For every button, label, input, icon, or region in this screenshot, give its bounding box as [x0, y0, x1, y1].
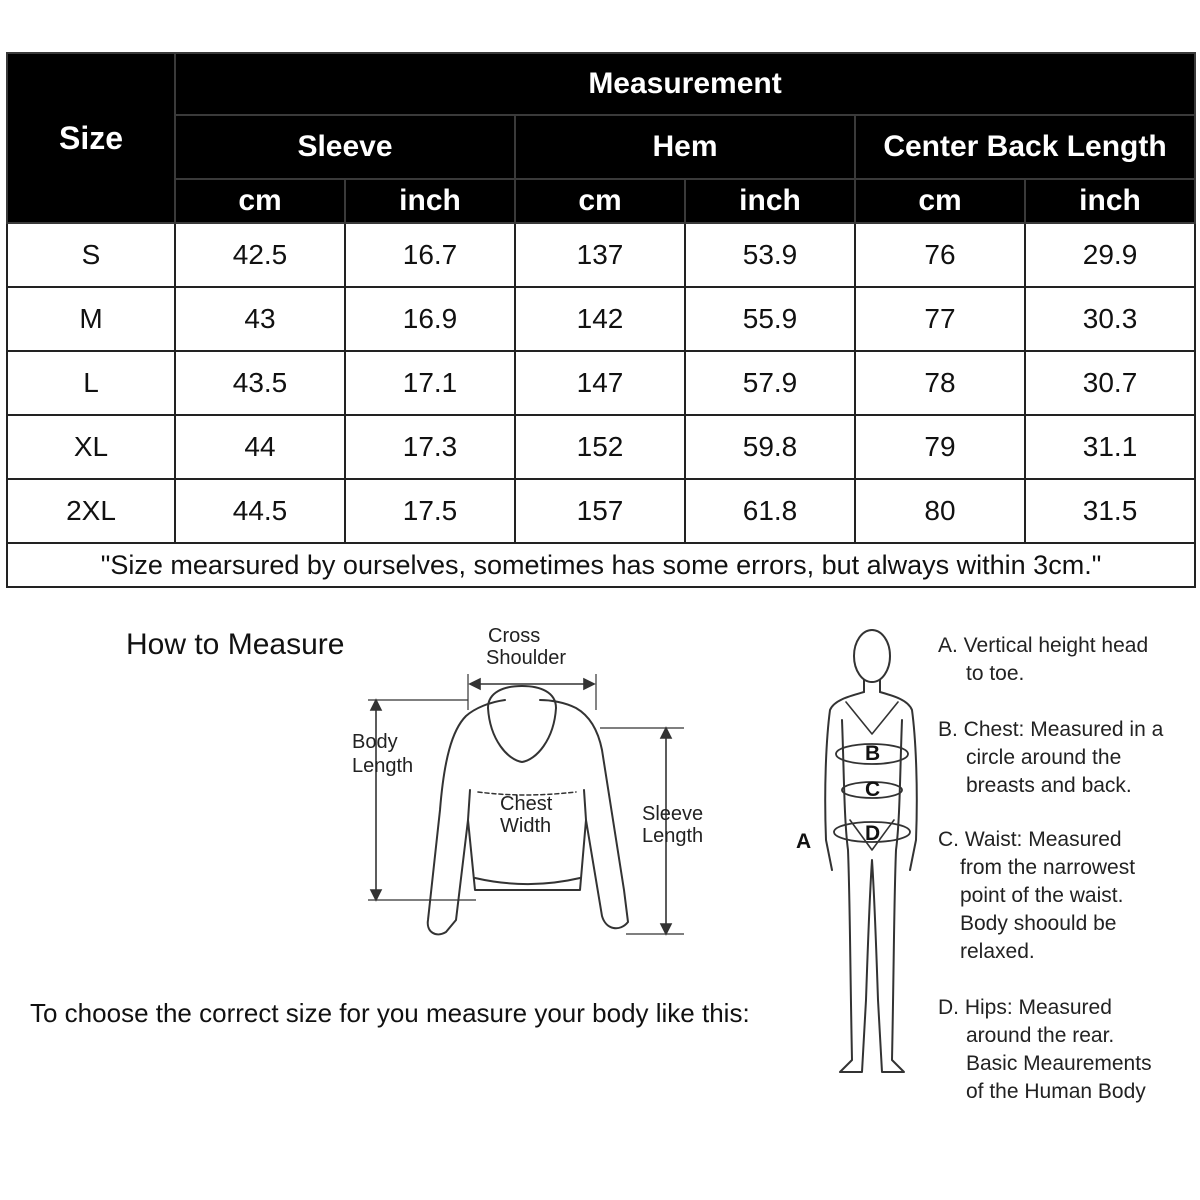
sleeve-length-label: Sleeve	[642, 803, 704, 825]
legend-item-d	[938, 994, 1152, 1106]
value-cell: 55.9	[685, 287, 855, 351]
unit-header: cm	[515, 179, 685, 223]
value-cell: 137	[515, 223, 685, 287]
value-cell: 61.8	[685, 479, 855, 543]
value-cell: 77	[855, 287, 1025, 351]
value-cell: 30.7	[1025, 351, 1195, 415]
table-row	[7, 479, 1195, 543]
value-cell: 16.9	[345, 287, 515, 351]
value-cell: 42.5	[175, 223, 345, 287]
value-cell: 76	[855, 223, 1025, 287]
legend-text: C. Waist: Measured	[938, 828, 1122, 851]
body-length-label: Length	[352, 755, 414, 777]
legend-item-c	[938, 826, 1135, 966]
legend-text: point of the waist.	[960, 884, 1124, 907]
unit-header: inch	[685, 179, 855, 223]
legend-text: circle around the	[966, 746, 1122, 769]
value-cell: 59.8	[685, 415, 855, 479]
table-row	[7, 287, 1195, 351]
center-back-length-header: Center Back Length	[855, 115, 1195, 179]
sleeve-length-label: Length	[642, 825, 704, 847]
unit-header: cm	[855, 179, 1025, 223]
size-note: "Size mearsured by ourselves, sometimes has some errors, but always within 3cm."	[7, 543, 1195, 587]
value-cell: 43.5	[175, 351, 345, 415]
value-cell: 80	[855, 479, 1025, 543]
value-cell: 16.7	[345, 223, 515, 287]
sweater-hood	[488, 686, 556, 708]
marker-d: D	[865, 822, 881, 845]
chest-width-label: Chest	[500, 793, 553, 815]
legend-text: of the Human Body	[966, 1080, 1146, 1103]
value-cell: 43	[175, 287, 345, 351]
value-cell: 147	[515, 351, 685, 415]
sweater-neckline	[488, 708, 556, 762]
value-cell: 29.9	[1025, 223, 1195, 287]
unit-header: inch	[345, 179, 515, 223]
value-cell: 152	[515, 415, 685, 479]
size-cell: 2XL	[7, 479, 175, 543]
sleeve-header: Sleeve	[175, 115, 515, 179]
unit-header: cm	[175, 179, 345, 223]
table-row	[7, 415, 1195, 479]
garment-diagram	[340, 620, 720, 950]
value-cell: 142	[515, 287, 685, 351]
legend-text: Basic Meaurements	[966, 1052, 1152, 1075]
value-cell: 17.1	[345, 351, 515, 415]
value-cell: 17.3	[345, 415, 515, 479]
unit-header: inch	[1025, 179, 1195, 223]
value-cell: 44	[175, 415, 345, 479]
size-cell: S	[7, 223, 175, 287]
table-row	[7, 351, 1195, 415]
body-length-label: Body	[352, 731, 398, 753]
size-cell: L	[7, 351, 175, 415]
legend-text: around the rear.	[966, 1024, 1115, 1047]
value-cell: 79	[855, 415, 1025, 479]
measurement-header: Measurement	[175, 53, 1195, 115]
marker-a: A	[796, 830, 812, 853]
body-diagram	[790, 620, 930, 1090]
cross-shoulder-label: Shoulder	[486, 647, 567, 669]
value-cell: 53.9	[685, 223, 855, 287]
table-row	[7, 223, 1195, 287]
value-cell: 30.3	[1025, 287, 1195, 351]
sweater-hem	[475, 878, 580, 884]
value-cell: 157	[515, 479, 685, 543]
legend-item-b	[938, 716, 1163, 800]
size-header: Size	[7, 53, 175, 223]
cross-shoulder-label: Cross	[488, 625, 541, 647]
head-outline	[854, 630, 890, 682]
legend-text: relaxed.	[960, 940, 1035, 963]
value-cell: 17.5	[345, 479, 515, 543]
marker-b: B	[865, 742, 881, 765]
legend-text: B. Chest: Measured in a	[938, 718, 1164, 741]
value-cell: 31.5	[1025, 479, 1195, 543]
marker-c: C	[865, 778, 881, 801]
size-cell: M	[7, 287, 175, 351]
legend-text: A. Vertical height head	[938, 634, 1149, 657]
how-to-measure-title: How to Measure	[126, 628, 345, 661]
size-chart-table	[6, 52, 1196, 588]
value-cell: 44.5	[175, 479, 345, 543]
chest-width-label: Width	[500, 815, 552, 837]
value-cell: 78	[855, 351, 1025, 415]
hem-header: Hem	[515, 115, 855, 179]
legend-text: D. Hips: Measured	[938, 996, 1112, 1019]
choose-size-instruction: To choose the correct size for you measure your body like this:	[30, 998, 750, 1028]
legend-text: breasts and back.	[966, 774, 1132, 797]
size-cell: XL	[7, 415, 175, 479]
legend-text: to toe.	[966, 662, 1025, 685]
legend-item-a	[938, 632, 1148, 688]
legend-text: Body shoould be	[960, 912, 1117, 935]
value-cell: 57.9	[685, 351, 855, 415]
value-cell: 31.1	[1025, 415, 1195, 479]
legend-text: from the narrowest	[960, 856, 1136, 879]
